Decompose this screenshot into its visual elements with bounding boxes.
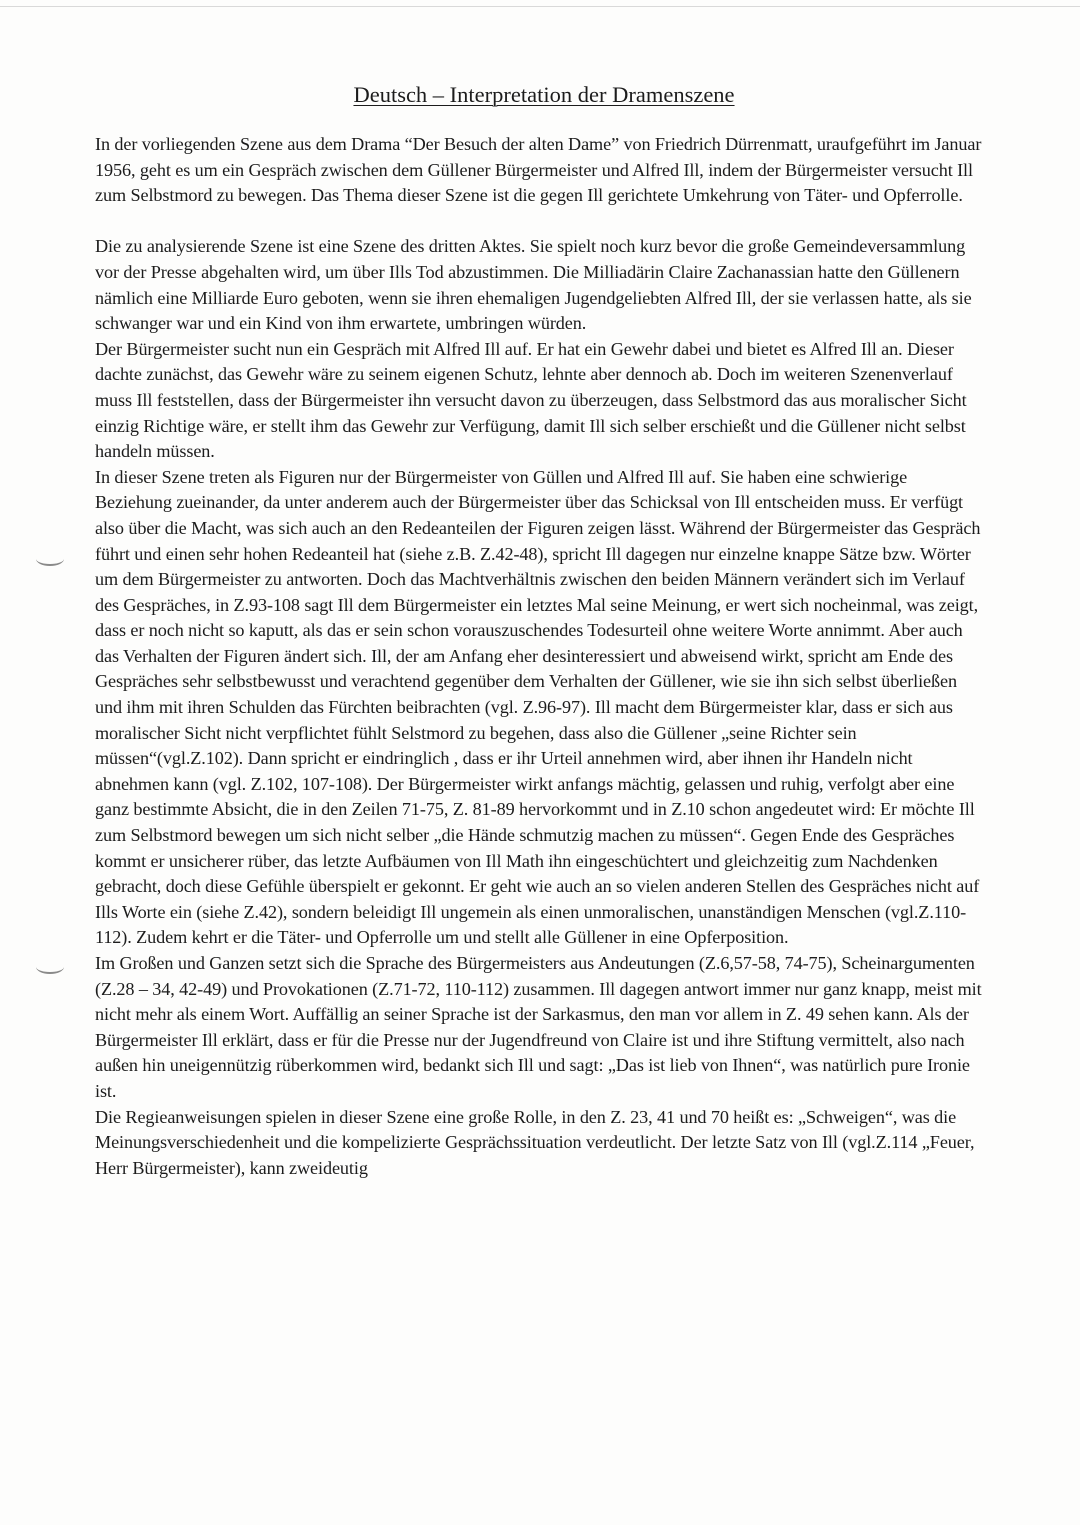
document-title [0,80,1080,110]
punch-hole-mark-lower [36,960,64,974]
document-body [95,132,983,1181]
paragraph-stage-directions: Die Regieanweisungen spielen in dieser Szene eine große Rolle, in den Z. 23, 41 und 70 heißt es: „Schweigen“, was die Meinungsverschiedenheit und die kompelizierte Gesprächssituation verdeutlicht. Der letzte Satz von Ill (vgl.Z.114 „Feuer, Herr Bürgermeister), kann zweideutig [95,1106,975,1178]
paragraph-characters: In dieser Szene treten als Figuren nur der Bürgermeister von Güllen und Alfred Ill auf. Sie haben eine schwierige Beziehung zueinander, da unter anderem auch der Bürgermeister über das Schicksal von Ill entscheiden muss. Er verfügt also über die Macht, was sich auch an den Redeanteilen der Figuren zeigen lässt. Während der Bürgermeister das Gespräch führt und einen sehr hohen Redeanteil hat (siehe z.B. Z.42-48), spricht Ill dagegen nur einzelne knappe Sätze bzw. Wörter um dem Bürgermeister zu antworten. Doch das Machtverhältnis zwischen den beiden Männern verändert sich im Verlauf des Gespräches, in Z.93-108 sagt Ill dem Bürgermeister ein letztes Mal seine Meinung, er wert sich nocheinmal, was zeigt, dass er noch nicht so kaputt, als das er sein schon vorauszuschendes Todesurteil ohne weitere Worte annimmt. Aber auch das Verhalten der Figuren ändert sich. Ill, der am Anfang eher desinteressiert und abweisend wirkt, spricht am Ende des Gespräches sehr selbstbewusst und verachtend gegenüber dem Verhalten der Güllener, wie sie ihn sich selbst überließen und ihm mit ihren Schulden das Fürchten beibrachten (vgl. Z.96-97). Ill macht dem Bürgermeister klar, dass er sich aus moralischer Sicht nicht verpflichtet fühlt Selstmord zu begehen, dass also die Güllener „seine Richter sein müssen“(vgl.Z.102). Dann spricht er eindringlich , dass er ihr Urteil annehmen wird, aber ihnen ihr Handeln nicht abnehmen kann (vgl. Z.102, 107-108). Der Bürgermeister wirkt anfangs mächtig, gelassen und ruhig, verfolgt aber eine ganz bestimmte Absicht, die in den Zeilen 71-75, Z. 81-89 hervorkommt und in Z.10 schon angedeutet wird: Er möchte Ill zum Selbstmord bewegen um sich nicht selber „die Hände schmutzig machen zu müssen“. Gegen Ende des Gespräches kommt er unsicherer rüber, das letzte Aufbäumen von Ill Math ihn eingeschüchtert und gleichzeitig zum Nachdenken gebracht, doch diese Gefühle überspielt er gekonnt. Er geht wie auch an so vielen anderen Stellen des Gespräches nicht auf Ills Worte ein (siehe Z.42), sondern beleidigt Ill ungemein als einen unmoralischen, unanständigen Menschen (vgl.Z.110-112). Zudem kehrt er die Täter- und Opferrolle um und stellt alle Güllener in eine Opferposition. [95,466,981,948]
punch-hole-mark-upper [36,552,64,566]
paragraph-spacer [95,209,983,235]
paragraph-introduction: In der vorliegenden Szene aus dem Drama “Der Besuch der alten Dame” von Friedrich Dürrenmatt, uraufgeführt im Januar 1956, geht es um ein Gespräch zwischen dem Güllener Bürgermeister und Alfred Ill, indem der Bürgermeister versucht Ill zum Selbstmord zu bewegen. Das Thema dieser Szene ist die gegen Ill gerichtete Umkehrung von Täter- und Opferrolle. [95,134,982,206]
paragraph-context: Die zu analysierende Szene ist eine Szene des dritten Aktes. Sie spielt noch kurz bevor die große Gemeindeversammlung vor der Presse abgehalten wird, um über Ills Tod abzustimmen. Die Milliadärin Claire Zachanassian hatte den Güllenern nämlich eine Milliarde Euro geboten, wenn sie ihren ehemaligen Jugendgeliebten Alfred Ill, der sie verlassen hatte, als sie schwanger war und ein Kind von ihm erwartete, umbringen würden. [95,236,972,334]
document-title-text: Deutsch – Interpretation der Dramenszene [353,82,735,107]
paragraph-language: Im Großen und Ganzen setzt sich die Sprache des Bürgermeisters aus Andeutungen (Z.6,57-58, 74-75), Scheinargumenten (Z.28 – 34, 42-49) und Provokationen (Z.71-72, 110-112) zusammen. Ill dagegen antwort immer nur ganz knapp, meist mit nicht mehr als einem Wort. Auffällig an seiner Sprache ist der Sarkasmus, den man vor allem in Z. 49 sehen kann. Als der Bürgermeister Ill erklärt, dass er für die Presse nur der Jugendfreund von Claire ist und ihre Stiftung vermittelt, also nach außen hin uneigennützig rüberkommen wird, bedankt sich Ill und sagt: „Das ist lieb von Ihnen“, was natürlich pure Ironie ist. [95,953,982,1101]
paragraph-plot: Der Bürgermeister sucht nun ein Gespräch mit Alfred Ill auf. Er hat ein Gewehr dabei und bietet es Alfred Ill an. Dieser dachte zunächst, das Gewehr wäre zu seinem eigenen Schutz, lehnte aber dennoch ab. Doch im weiteren Szenenverlauf muss Ill feststellen, dass der Bürgermeister ihn versucht davon zu überzeugen, dass Selbstmord das aus moralischer Sicht einzig Richtige wäre, er stellt ihm das Gewehr zur Verfügung, damit Ill sich selber erschießt und die Güllener nicht selbst handeln müssen. [95,338,967,462]
scan-edge-line [0,6,1080,7]
